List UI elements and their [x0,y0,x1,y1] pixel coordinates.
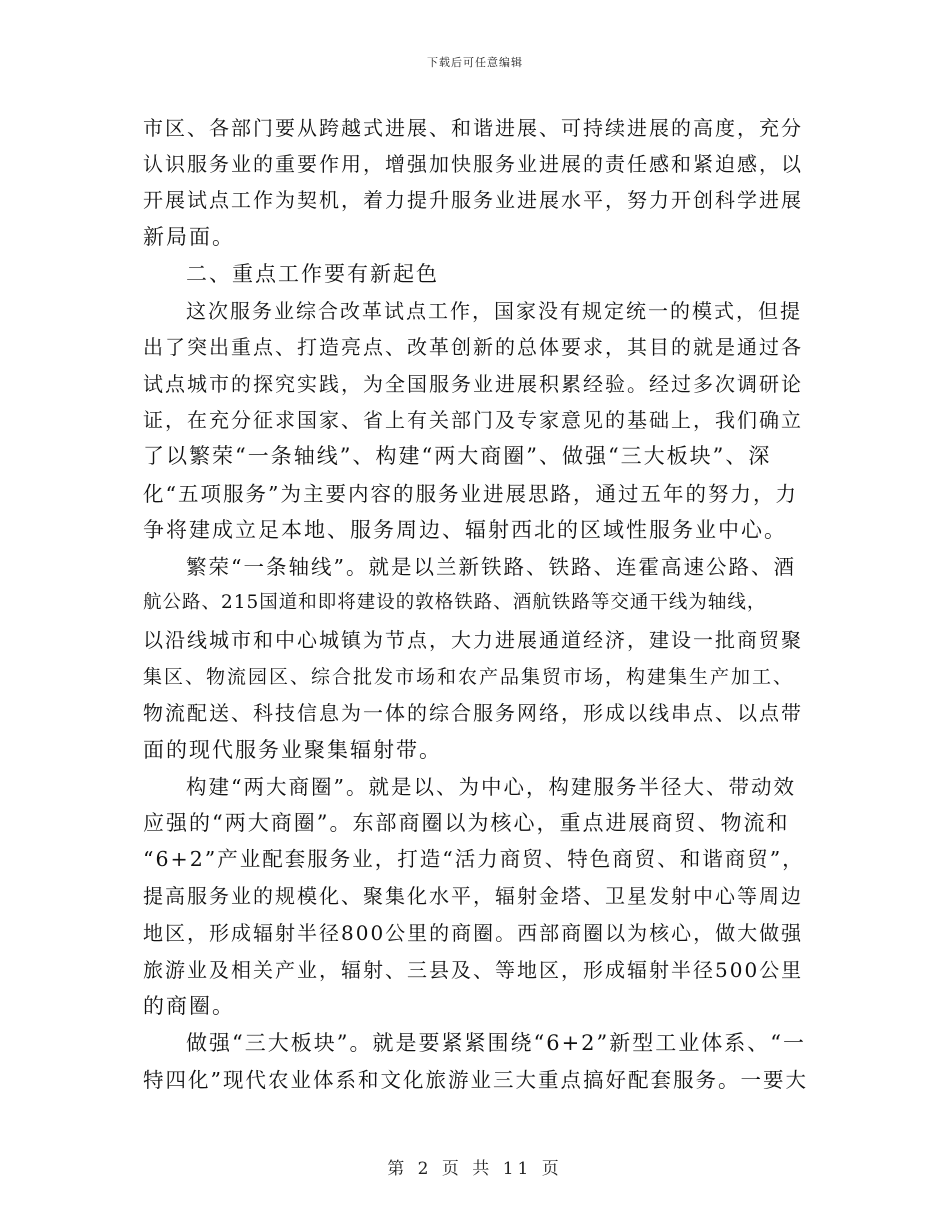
paragraph-line: 旅游业及相关产业，辐射、三县及、等地区，形成辐射半径500公里 [143,958,804,982]
paragraph-line: 繁荣“一条轴线”。就是以兰新铁路、铁路、连霍高速公路、酒 [186,555,796,579]
paragraph-line: 争将建成立足本地、服务周边、辐射西北的区域性服务业中心。 [143,518,787,542]
section-heading: 二、重点工作要有新起色 [186,262,439,286]
paragraph-line: 出了突出重点、打造亮点、改革创新的总体要求，其目的就是通过各 [143,335,803,359]
paragraph-line: 面的现代服务业聚集辐射带。 [143,738,442,762]
page-number: 第 2 页 共 11 页 [387,1159,563,1179]
paragraph-line: 特四化”现代农业体系和文化旅游业三大重点搞好配套服务。一要大 [143,1068,808,1092]
paragraph-line: 的商圈。 [143,994,235,1018]
paragraph-line: 集区、物流园区、综合批发市场和农产品集贸市场，构建集生产加工、 [143,666,795,688]
paragraph-line: 以沿线城市和中心城镇为节点，大力进展通道经济，建设一批商贸聚 [143,628,803,652]
paragraph-line: 物流配送、科技信息为一体的综合服务网络，形成以线串点、以点带 [143,701,803,725]
paragraph-line: 化“五项服务”为主要内容的服务业进展思路，通过五年的努力，力 [143,482,798,506]
paragraph-line: 地区，形成辐射半径800公里的商圈。西部商圈以为核心，做大做强 [143,921,804,945]
paragraph-line: 新局面。 [143,225,235,249]
paragraph-line: 证，在充分征求国家、省上有关部门及专家意见的基础上，我们确立 [143,408,803,432]
paragraph-line: 市区、各部门要从跨越式进展、和谐进展、可持续进展的高度，充分 [143,116,803,140]
page-header: 下载后可任意编辑 [427,56,523,69]
paragraph-line: 试点城市的探究实践，为全国服务业进展积累经验。经过多次调研论 [143,372,803,396]
paragraph-line: 构建“两大商圈”。就是以、为中心，构建服务半径大、带动效 [186,775,796,799]
paragraph-line: 认识服务业的重要作用，增强加快服务业进展的责任感和紧迫感，以 [143,152,803,176]
paragraph-line: 开展试点工作为契机，着力提升服务业进展水平，努力开创科学进展 [143,188,803,212]
paragraph-line: 做强“三大板块”。就是要紧紧围绕“6+2”新型工业体系、“一 [186,1031,806,1055]
paragraph-line: 应强的“两大商圈”。东部商圈以为核心，重点进展商贸、物流和 [143,811,790,835]
paragraph-line: “6+2”产业配套服务业，打造“活力商贸、特色商贸、和谐商贸”， [143,847,805,871]
paragraph-line: 航公路、215国道和即将建设的敦格铁路、酒航铁路等交通干线为轴线， [143,592,767,613]
paragraph-line: 了以繁荣“一条轴线”、构建“两大商圈”、做强“三大板块”、深 [143,444,772,468]
paragraph-line: 提高服务业的规模化、聚集化水平，辐射金塔、卫星发射中心等周边 [143,884,803,908]
paragraph-line: 这次服务业综合改革试点工作，国家没有规定统一的模式，但提 [186,299,802,323]
